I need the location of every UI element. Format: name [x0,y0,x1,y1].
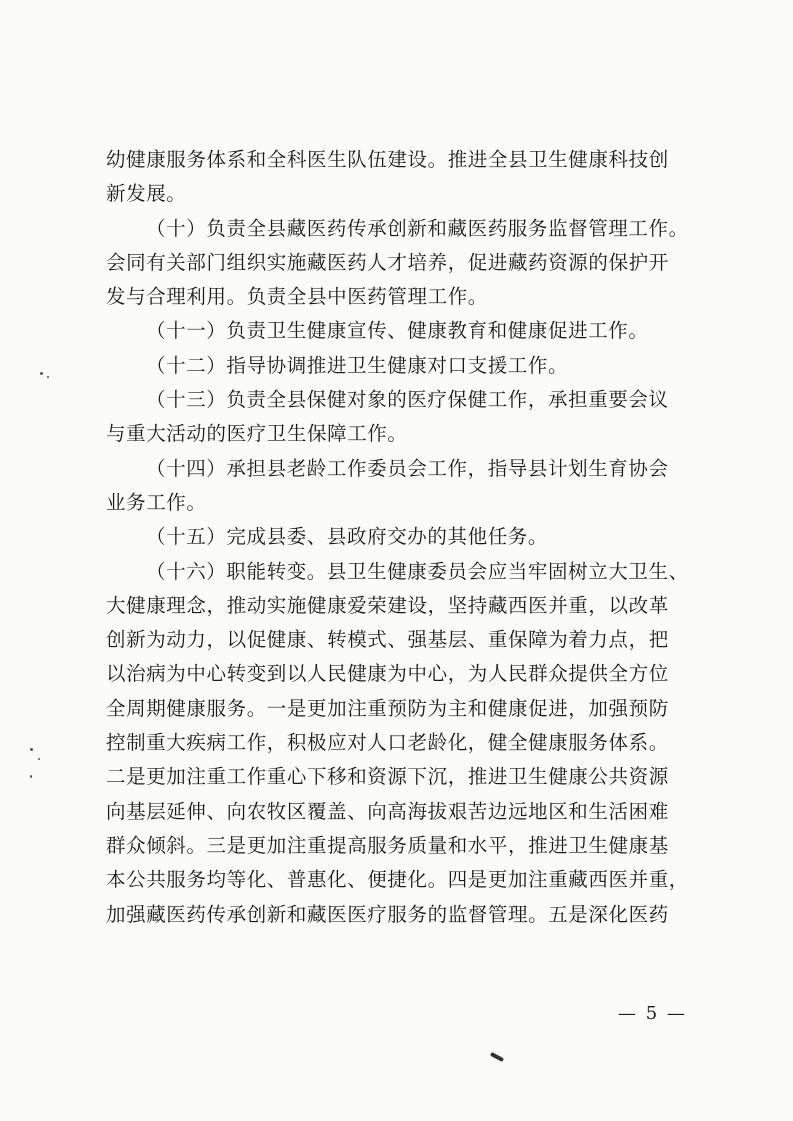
text-line: 创新为动力，以促健康、转模式、强基层、重保障为着力点，把 [106,628,669,652]
text-line: （十一）负责卫生健康宣传、健康教育和健康促进工作。 [146,319,649,343]
text-line: （十四）承担县老龄工作委员会工作，指导县计划生育协会 [146,456,669,480]
text-line: （十六）职能转变。县卫生健康委员会应当牢固树立大卫生、 [146,559,689,583]
scan-mark [490,1052,504,1062]
scan-speck [38,758,40,760]
text-line: （十二）指导协调推进卫生健康对口支援工作。 [146,353,569,377]
text-line: 全周期健康服务。一是更加注重预防为主和健康促进，加强预防 [106,696,669,720]
text-line: 向基层延伸、向农牧区覆盖、向高海拔艰苦边远地区和生活困难 [106,799,669,823]
scan-speck [30,748,33,751]
text-line: （十）负责全县藏医药传承创新和藏医药服务监督管理工作。 [146,216,689,240]
text-line: （十三）负责全县保健对象的医疗保健工作，承担重要会议 [146,388,669,412]
page-number: — 5 — [618,1003,687,1024]
text-line: 控制重大疾病工作，积极应对人口老龄化，健全健康服务体系。 [106,731,669,755]
scan-speck [30,775,32,778]
text-line: 加强藏医药传承创新和藏医医疗服务的监督管理。五是深化医药 [106,902,669,926]
scan-speck [47,376,49,378]
text-line: （十五）完成县委、县政府交办的其他任务。 [146,525,549,549]
text-line: 新发展。 [106,182,187,206]
text-line: 幼健康服务体系和全科医生队伍建设。推进全县卫生健康科技创 [106,148,669,171]
text-line: 本公共服务均等化、普惠化、便捷化。四是更加注重藏西医并重， [106,868,689,892]
text-line: 与重大活动的医疗卫生保障工作。 [106,422,408,446]
text-line: 会同有关部门组织实施藏医药人才培养，促进藏药资源的保护开 [106,250,669,274]
text-line: 大健康理念，推动实施健康爱荣建设，坚持藏西医并重，以改革 [106,593,669,617]
text-line: 二是更加注重工作重心下移和资源下沉，推进卫生健康公共资源 [106,765,669,789]
body-text [106,143,691,932]
text-line: 以治病为中心转变到以人民健康为中心，为人民群众提供全方位 [106,662,669,686]
scan-speck [40,372,43,375]
text-line: 群众倾斜。三是更加注重提高服务质量和水平，推进卫生健康基 [106,833,669,857]
text-line: 业务工作。 [106,490,207,514]
text-line: 发与合理利用。负责全县中医药管理工作。 [106,285,488,309]
